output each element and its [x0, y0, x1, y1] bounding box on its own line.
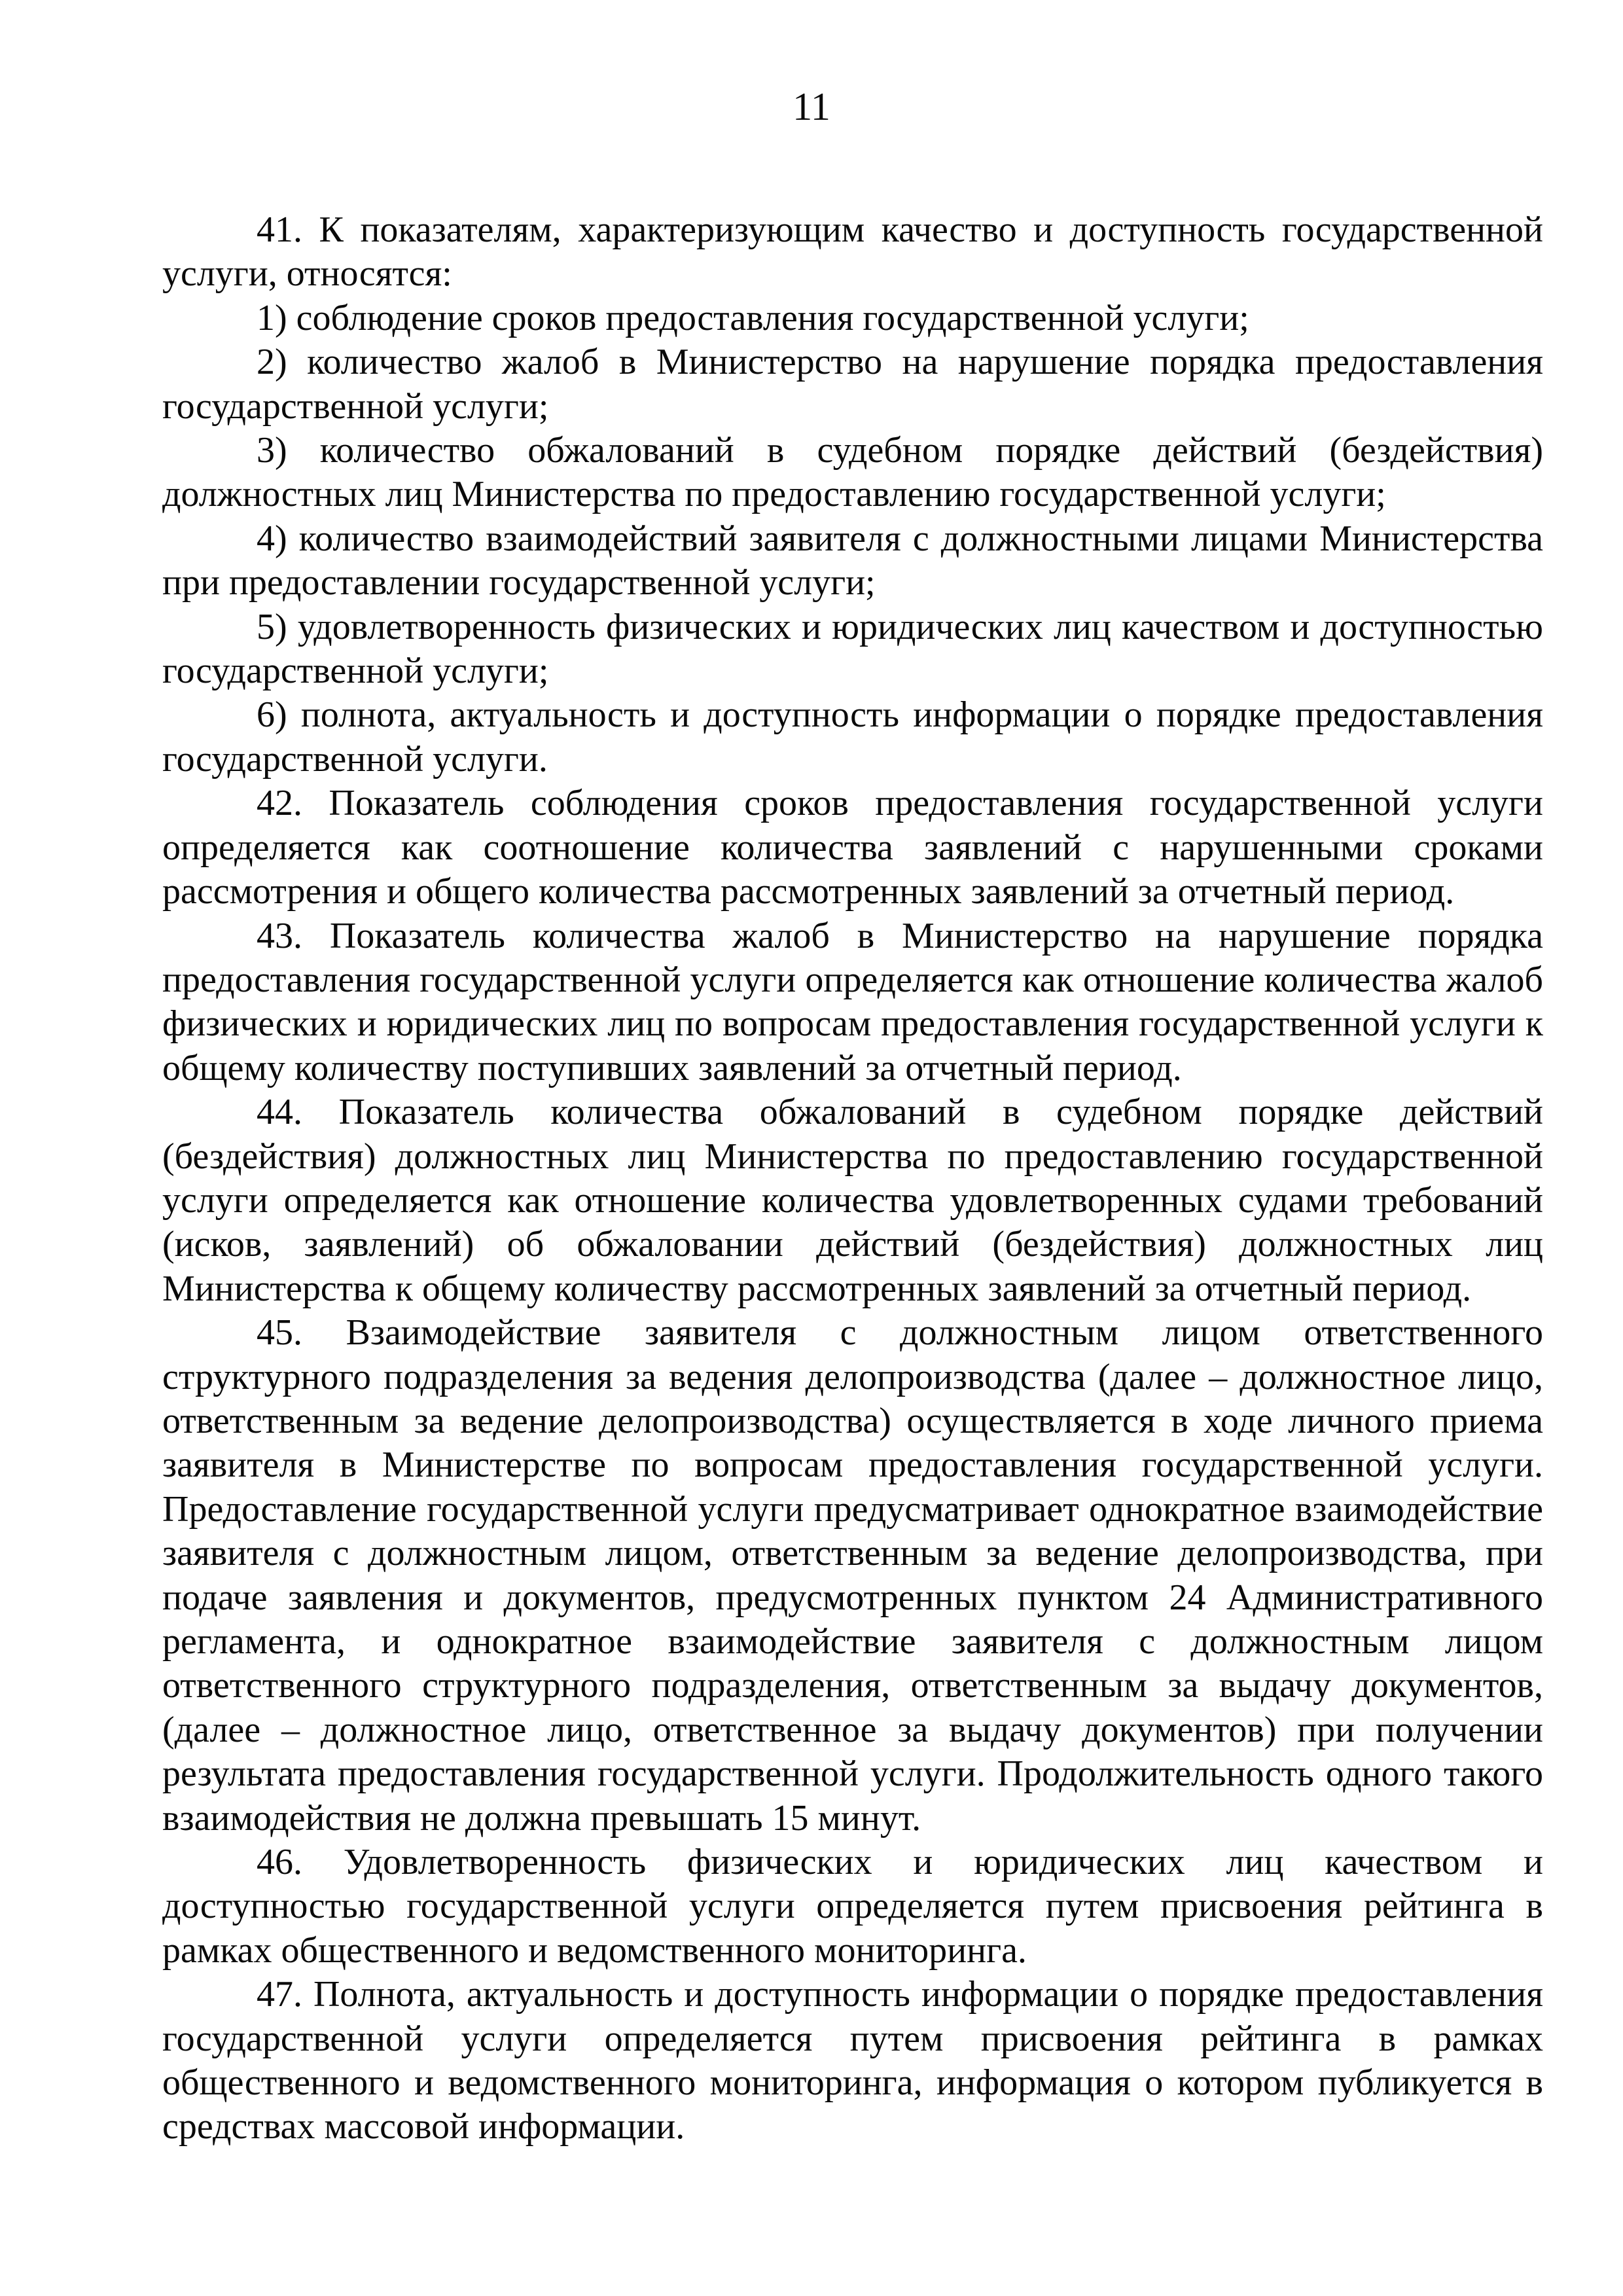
paragraph-46: 46. Удовлетворенность физических и юридических лиц качеством и доступностью государственной услуги определяется путем присвоения рейтинга в рамках общественного и ведомственного мониторинга. [162, 1842, 1543, 1971]
list-item-4: 4) количество взаимодействий заявителя с должностными лицами Министерства при предоставлении государственной услуги; [162, 518, 1543, 603]
paragraph-42: 42. Показатель соблюдения сроков предоставления государственной услуги определяется как соотношение количества заявлений с нарушенными сроками рассмотрения и общего количества рассмотренных заявлений за отчетный период. [162, 783, 1543, 912]
paragraph-43: 43. Показатель количества жалоб в Министерство на нарушение порядка предоставления государственной услуги определяется как отношение количества жалоб физических и юридических лиц по вопросам предоставления государственной услуги к общему количеству поступивших заявлений за отчетный период. [162, 915, 1543, 1088]
paragraph-41: 41. К показателям, характеризующим качество и доступность государственной услуги, относятся: [162, 209, 1543, 295]
list-item-6: 6) полнота, актуальность и доступность информации о порядке предоставления государственной услуги. [162, 694, 1543, 780]
list-item-2: 2) количество жалоб в Министерство на нарушение порядка предоставления государственной услуги; [162, 342, 1543, 427]
paragraph-45: 45. Взаимодействие заявителя с должностным лицом ответственного структурного подразделения за ведения делопроизводства (далее – должностное лицо, ответственным за ведение делопроизводства) осуществляется в ходе личного приема заявителя в Министерстве по вопросам предоставления государственной услуги. Предоставление государственной услуги предусматривает однократное взаимодействие заявителя с должностным лицом, ответственным за ведение делопроизводства, при подаче заявления и документов, предусмотренных пунктом 24 Административного регламента, и однократное взаимодействие заявителя с должностным лицом ответственного структурного подразделения, ответственным за выдачу документов, (далее – должностное лицо, ответственное за выдачу документов) при получении результата предоставления государственной услуги. Продолжительность одного такого взаимодействия не должна превышать 15 минут. [162, 1312, 1543, 1839]
list-item-5: 5) удовлетворенность физических и юридических лиц качеством и доступностью государственной услуги; [162, 606, 1543, 692]
list-item-3: 3) количество обжалований в судебном порядке действий (бездействия) должностных лиц Министерства по предоставлению государственной услуги; [162, 430, 1543, 515]
paragraph-47: 47. Полнота, актуальность и доступность информации о порядке предоставления государственной услуги определяется путем присвоения рейтинга в рамках общественного и ведомственного мониторинга, информация о котором публикуется в средствах массовой информации. [162, 1974, 1543, 2147]
document-body [162, 208, 1543, 2149]
paragraph-44: 44. Показатель количества обжалований в судебном порядке действий (бездействия) должностных лиц Министерства по предоставлению государственной услуги определяется как отношение количества удовлетворенных судами требований (исков, заявлений) об обжаловании действий (бездействия) должностных лиц Министерства к общему количеству рассмотренных заявлений за отчетный период. [162, 1092, 1543, 1309]
list-item-1: 1) соблюдение сроков предоставления государственной услуги; [257, 297, 1249, 338]
page-number: 11 [793, 85, 830, 128]
